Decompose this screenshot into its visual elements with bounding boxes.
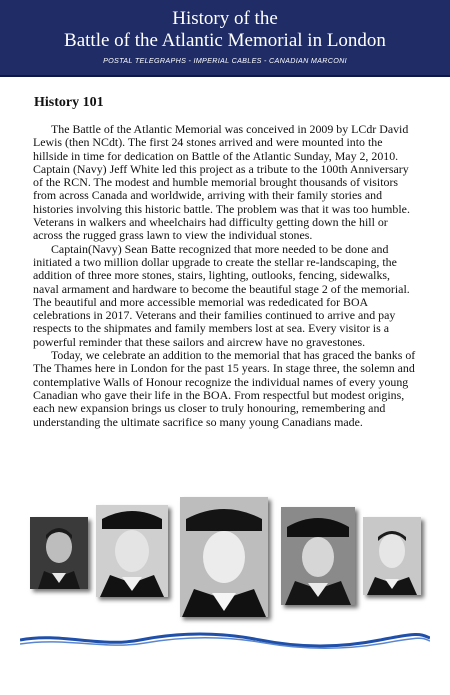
sailor-portrait-2 [96,505,168,597]
page-title-line2: Battle of the Atlantic Memorial in London [64,30,386,51]
portrait-image [96,505,168,597]
portrait-image [30,517,88,589]
portrait-image [180,497,268,617]
sailor-portrait-5 [363,517,421,595]
sailor-portrait-1 [30,517,88,589]
paragraph-2: Captain(Navy) Sean Batte recognized that more needed to be done and initiated a two million dollar upgrade to create the stellar re-landscaping, the addition of three more stones, stairs, lighting, outlooks, fencing, sidewalks, naval armament and hardware to become the beautiful stage 2 of the memorial. The beautiful and more accessible memorial was rededicated for BOA celebrations in 2017. Veterans and their families continued to arrive and pay respects to the shipmates and family members lost at sea. Every visitor is a powerful reminder that these sailors and aircrew have no gravestones. [33,241,410,349]
history-text [33,123,418,429]
portrait-image [363,517,421,595]
page-title-line1: History of the [172,8,278,29]
decorative-wave [20,628,430,650]
sailor-portrait-4 [281,507,355,605]
page-subtitle: POSTAL TELEGRAPHS - IMPERIAL CABLES - CANADIAN MARCONI [103,56,347,65]
header-banner [0,0,450,77]
paragraph-1: The Battle of the Atlantic Memorial was conceived in 2009 by LCdr David Lewis (then NCdt). The first 24 stones arrived and were mounted into the hillside in time for dedication on Battle of the Atlantic Sunday, May 2, 2010. Captain (Navy) Jeff White led this project as a tribute to the 100th Anniversary of the RCN. The modest and humble memorial brought thousands of visitors from across Canada and worldwide, arriving with their family stories and histories involving this historic battle. The problem was that it was too humble. Veterans in walkers and wheelchairs had difficulty getting down the hill or across the rugged grass lawn to view the individual stones. [33,122,410,243]
sailor-portrait-3 [180,497,268,617]
section-heading: History 101 [34,95,104,110]
paragraph-3: Today, we celebrate an addition to the memorial that has graced the banks of The Thames here in London for the past 15 years. In stage three, the solemn and contemplative Walls of Honour recognize the individual names of every young Canadian who gave their life in the BOA. From respectful but modest origins, each new expansion brings us closer to truly honouring, remembering and understanding the ultimate sacrifice so many young Canadians made. [33,348,416,429]
portrait-image [281,507,355,605]
photo-strip [0,495,450,625]
